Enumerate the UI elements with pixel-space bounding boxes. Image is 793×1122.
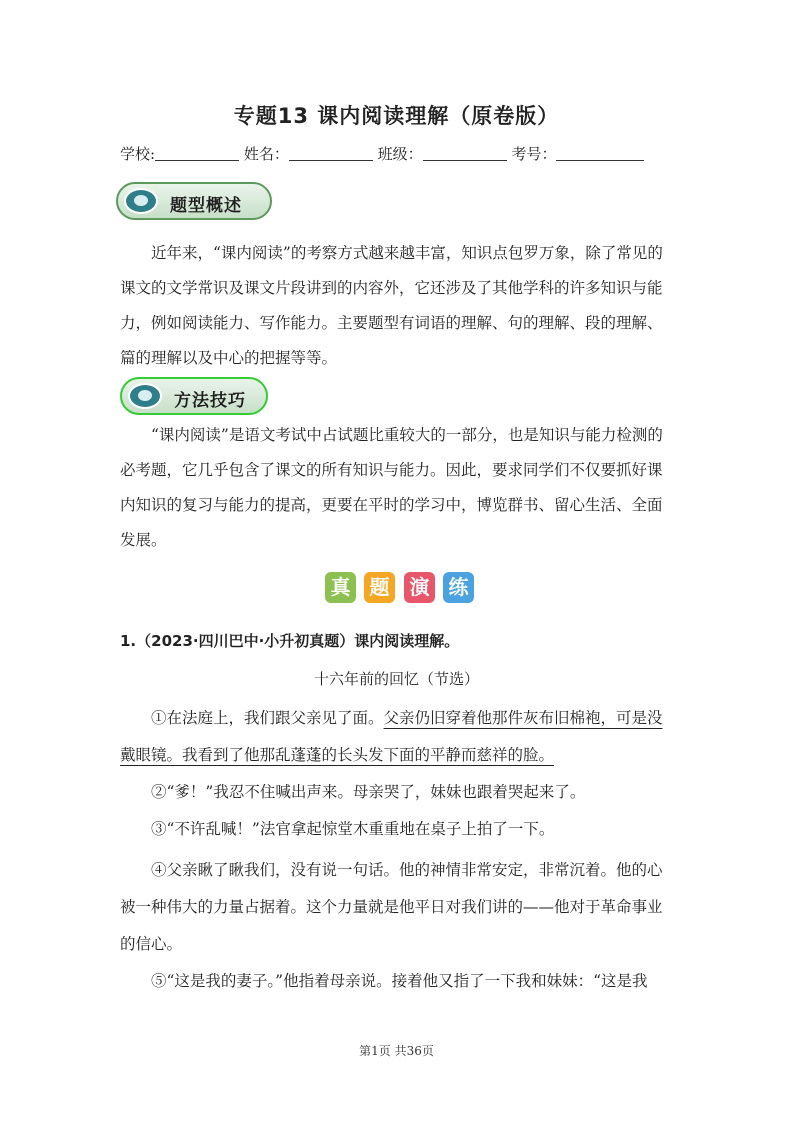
text-line: 内知识的复习与能力的提高，更要在平时的学习中，博览群书、留心生活、全面	[120, 496, 663, 514]
passage-line	[120, 700, 676, 737]
school-blank[interactable]	[155, 146, 239, 161]
section-label-methods	[120, 377, 268, 415]
section-label-overview	[116, 182, 272, 220]
school-label: 学校:	[120, 145, 156, 163]
text-line: 力，例如阅读能力、写作能力。主要题型有词语的理解、句的理解、段的理解、	[120, 314, 663, 332]
text-line: “课内阅读”是语文考试中占试题比重较大的一部分，也是知识与能力检测的	[151, 426, 663, 444]
question-heading: 1.（2023·四川巴中·小升初真题）课内阅读理解。	[120, 632, 460, 650]
number-blank[interactable]	[556, 146, 644, 161]
class-label: 班级：	[377, 145, 423, 163]
passage-title: 十六年前的回忆（节选）	[313, 670, 479, 688]
underlined-sentence: 父亲仍旧穿着他那件灰布旧棉袍，可是没	[383, 709, 663, 727]
text-line: 课文的文学常识及课文片段讲到的内容外，它还涉及了其他学科的许多知识与能	[120, 279, 663, 297]
page-footer: 第1页 共36页	[359, 1044, 434, 1058]
student-info-line	[120, 143, 644, 164]
number-label: 考号：	[511, 145, 557, 163]
speech-bubble-icon	[124, 188, 158, 214]
section-label-text: 方法技巧	[174, 391, 246, 411]
practice-badge-ti: 题	[364, 572, 395, 603]
text-line: 必考题，它几乎包含了课文的所有知识与能力。因此，要求同学们不仅要抓好课	[120, 461, 663, 479]
speech-bubble-icon	[128, 383, 162, 409]
overview-paragraph	[120, 236, 676, 376]
underlined-sentence: 戴眼镜。我看到了他那乱蓬蓬的长头发下面的平静而慈祥的脸。	[120, 746, 555, 764]
passage-line: ④父亲瞅了瞅我们，没有说一句话。他的神情非常安定，非常沉着。他的心	[151, 861, 663, 879]
page-title: 专题13 课内阅读理解（原卷版）	[233, 104, 560, 128]
class-blank[interactable]	[423, 146, 507, 161]
passage	[120, 700, 676, 1000]
methods-paragraph	[120, 418, 676, 558]
name-label: 姓名：	[243, 145, 289, 163]
name-blank[interactable]	[289, 146, 373, 161]
passage-line	[120, 737, 676, 774]
passage-line: ②“爹！”我忍不住喊出声来。母亲哭了，妹妹也跟着哭起来了。	[151, 783, 586, 801]
text-line: 近年来，“课内阅读”的考察方式越来越丰富，知识点包罗万象，除了常见的	[151, 244, 663, 262]
text-line: 发展。	[120, 531, 167, 549]
passage-text: ①在法庭上，我们跟父亲见了面。	[151, 709, 384, 727]
text-line: 篇的理解以及中心的把握等等。	[120, 349, 338, 367]
passage-line: ⑤“这是我的妻子。”他指着母亲说。接着他又指了一下我和妹妹：“这是我	[151, 972, 648, 990]
practice-badge-yan: 演	[404, 572, 435, 603]
practice-badge-zhen: 真	[325, 572, 356, 603]
section-label-text: 题型概述	[170, 196, 242, 216]
passage-line: 的信心。	[120, 935, 183, 953]
practice-badge-lian: 练	[443, 572, 474, 603]
passage-line: ③“不许乱喊！”法官拿起惊堂木重重地在桌子上拍了一下。	[151, 820, 555, 838]
passage-line: 被一种伟大的力量占据着。这个力量就是他平日对我们讲的——他对于革命事业	[120, 898, 663, 916]
